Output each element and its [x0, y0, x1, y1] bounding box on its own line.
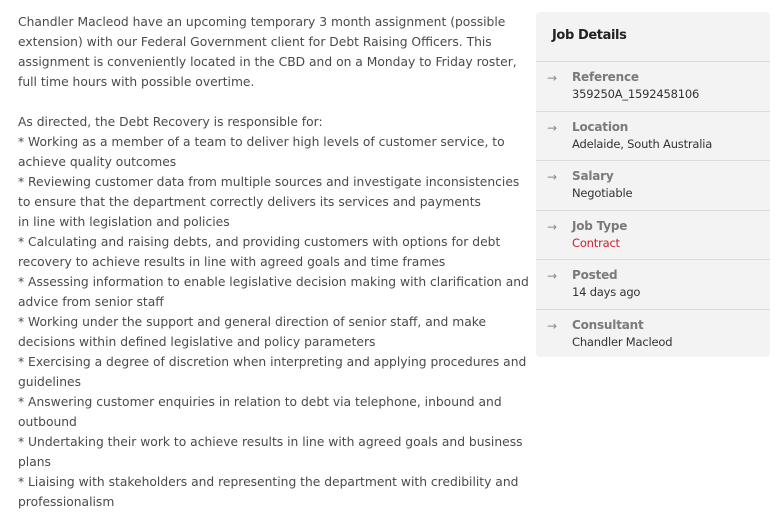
location-value: Adelaide, South Australia	[572, 136, 713, 151]
description-line: * Answering customer enquiries in relation to debt via telephone, inbound and	[18, 395, 502, 409]
detail-row-salary	[536, 161, 770, 211]
location-label: Location	[572, 119, 629, 134]
reference-label: Reference	[572, 70, 639, 84]
detail-row-posted	[536, 260, 770, 310]
arrow-right-icon: →	[547, 219, 558, 234]
job-details-panel	[536, 12, 770, 357]
description-line: extension) with our Federal Government client for Debt Raising Officers. This	[18, 35, 492, 49]
description-line: recovery to achieve results in line with agreed goals and time frames	[18, 255, 446, 269]
consultant-value: Chandler Macleod	[572, 334, 673, 349]
description-line: * Undertaking their work to achieve results in line with agreed goals and business	[18, 435, 523, 449]
detail-row-location	[536, 112, 770, 162]
description-line: * Liaising with stakeholders and representing the department with credibility and	[18, 475, 519, 489]
job-type-label: Job Type	[572, 218, 628, 233]
description-line: * Reviewing customer data from multiple sources and investigate inconsistencies	[18, 175, 520, 189]
description-line: advice from senior staff	[18, 295, 164, 309]
job-type-link[interactable]: Contract	[572, 235, 620, 250]
detail-row-reference	[536, 62, 770, 112]
posted-label: Posted	[572, 268, 618, 282]
description-line: * Assessing information to enable legislative decision making with clarification and	[18, 275, 529, 289]
description-line: As directed, the Debt Recovery is responsible for:	[18, 115, 323, 129]
description-line: full time hours with possible overtime.	[18, 75, 255, 89]
description-line: decisions within defined legislative and policy parameters	[18, 335, 376, 349]
arrow-right-icon: →	[547, 170, 558, 184]
job-description	[18, 12, 529, 512]
description-line: outbound	[18, 415, 77, 429]
arrow-right-icon: →	[547, 71, 558, 85]
salary-value: Negotiable	[572, 186, 633, 200]
description-line: assignment is conveniently located in the CBD and on a Monday to Friday roster,	[18, 55, 517, 69]
consultant-label: Consultant	[572, 317, 644, 332]
description-line: achieve quality outcomes	[18, 155, 177, 169]
description-line: * Working under the support and general direction of senior staff, and make	[18, 315, 487, 329]
paragraph-gap	[18, 92, 518, 112]
description-line: * Exercising a degree of discretion when interpreting and applying procedures and	[18, 355, 527, 369]
description-line: in line with legislation and policies	[18, 215, 230, 229]
description-line: * Working as a member of a team to deliver high levels of customer service, to	[18, 135, 505, 149]
job-details-title: Job Details	[536, 12, 770, 62]
arrow-right-icon: →	[547, 269, 558, 283]
description-line: * Calculating and raising debts, and providing customers with options for debt	[18, 235, 501, 249]
description-line: guidelines	[18, 375, 81, 389]
salary-label: Salary	[572, 169, 614, 183]
arrow-right-icon: →	[547, 318, 558, 333]
description-line: Chandler Macleod have an upcoming temporary 3 month assignment (possible	[18, 15, 506, 29]
arrow-right-icon: →	[547, 120, 558, 135]
posted-value: 14 days ago	[572, 285, 641, 299]
detail-row-job-type	[536, 211, 770, 261]
description-line: professionalism	[18, 495, 115, 509]
reference-value: 359250A_1592458106	[572, 87, 700, 101]
description-line: to ensure that the department correctly delivers its services and payments	[18, 195, 481, 209]
description-line: plans	[18, 455, 51, 469]
detail-row-consultant	[536, 310, 770, 360]
